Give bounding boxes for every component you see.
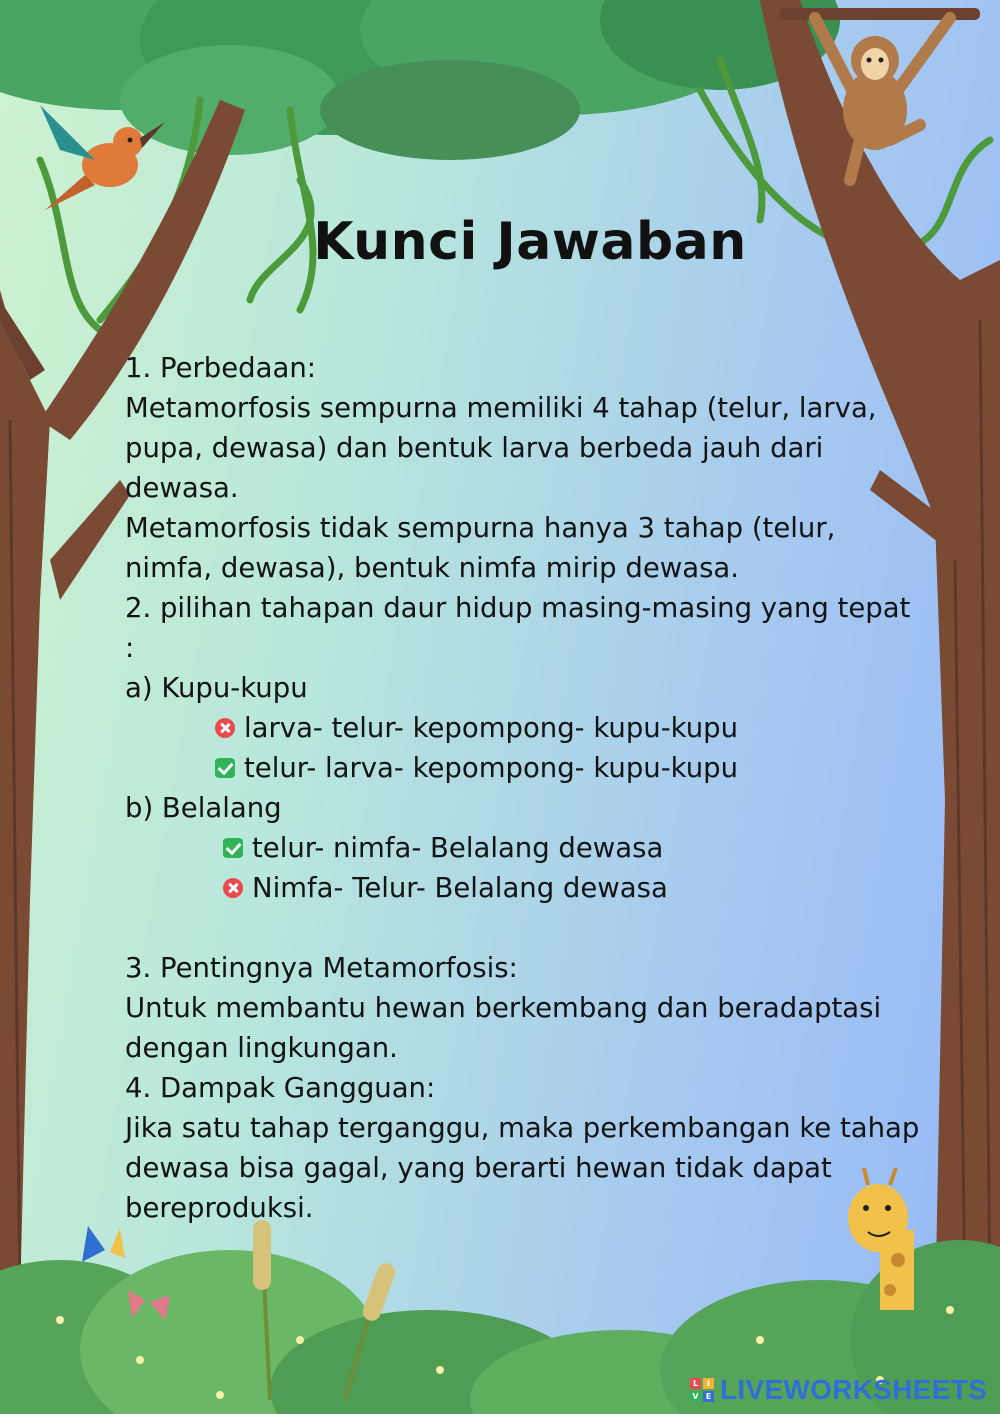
q2-a-option-1 xyxy=(125,708,925,748)
option-text: Nimfa- Telur- Belalang dewasa xyxy=(252,872,668,904)
option-text: telur- larva- kepompong- kupu-kupu xyxy=(244,752,739,784)
q3-text: Untuk membantu hewan berkembang dan beradaptasi dengan lingkungan. xyxy=(125,992,882,1064)
watermark-text: LIVEWORKSHEETS xyxy=(720,1374,988,1405)
q2-b-label: b) Belalang xyxy=(125,792,282,824)
q4-text: Jika satu tahap terganggu, maka perkembangan ke tahap dewasa bisa gagal, yang berarti hewan tidak dapat bereproduksi. xyxy=(125,1112,920,1224)
q2-a-option-2 xyxy=(125,748,925,788)
q2-b-option-1 xyxy=(125,828,925,868)
option-text: telur- nimfa- Belalang dewasa xyxy=(252,832,664,864)
liveworksheets-logo-icon: L I V E xyxy=(690,1378,714,1402)
liveworksheets-watermark xyxy=(690,1374,987,1406)
q1-heading: 1. Perbedaan: xyxy=(125,352,317,384)
page-title: Kunci Jawaban xyxy=(313,212,747,272)
option-text: larva- telur- kepompong- kupu-kupu xyxy=(244,712,739,744)
cross-icon xyxy=(215,718,235,738)
q3-heading: 3. Pentingnya Metamorfosis: xyxy=(125,952,518,984)
q1-paragraph-incomplete: Metamorfosis tidak sempurna hanya 3 tahap (telur, nimfa, dewasa), bentuk nimfa mirip dewasa. xyxy=(125,512,836,584)
q2-a-label: a) Kupu-kupu xyxy=(125,672,308,704)
q2-heading: 2. pilihan tahapan daur hidup masing-masing yang tepat : xyxy=(125,592,911,664)
answer-key-content xyxy=(125,348,925,1228)
check-icon xyxy=(215,758,235,778)
q1-paragraph-complete: Metamorfosis sempurna memiliki 4 tahap (telur, larva, pupa, dewasa) dan bentuk larva berbeda jauh dari dewasa. xyxy=(125,392,877,504)
check-icon xyxy=(223,838,243,858)
cross-icon xyxy=(223,878,243,898)
q4-heading: 4. Dampak Gangguan: xyxy=(125,1072,436,1104)
q2-b-option-2 xyxy=(125,868,925,908)
